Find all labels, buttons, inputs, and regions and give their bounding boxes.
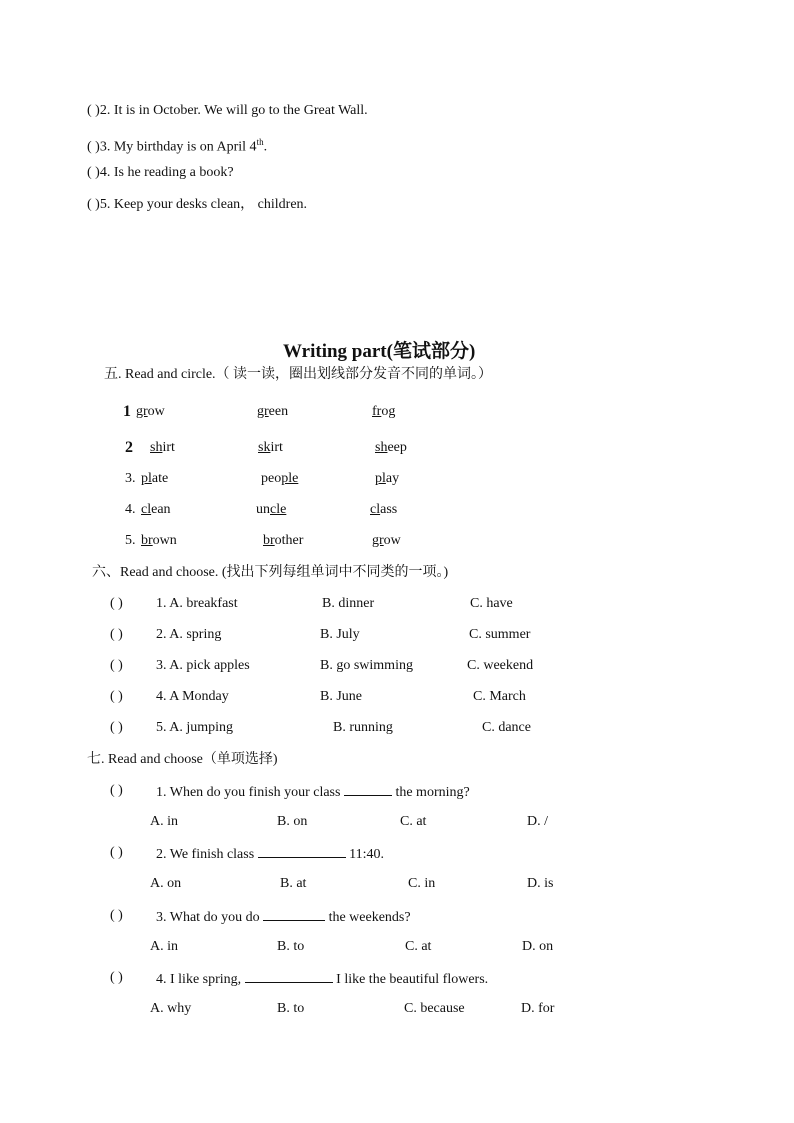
answer-parens: ( )	[110, 845, 123, 860]
option: C. in	[408, 876, 436, 891]
question-post: 11:40.	[345, 847, 385, 862]
row-number: 4.	[125, 502, 136, 517]
underlined-letters: cl	[370, 502, 381, 517]
word	[150, 439, 175, 457]
answer-parens: ( )	[110, 689, 123, 704]
option: C. at	[400, 814, 427, 829]
word	[256, 501, 286, 519]
question-text	[156, 844, 384, 864]
word-part: ow	[147, 404, 165, 419]
word-part: peo	[261, 471, 282, 486]
option-b: B. July	[320, 627, 360, 642]
option: B. on	[277, 814, 308, 829]
word-part: ass	[380, 502, 398, 517]
underlined-letters: sh	[150, 440, 163, 455]
word-part: own	[152, 533, 177, 548]
word-part: ate	[151, 471, 169, 486]
underlined-letters: sh	[375, 440, 388, 455]
option-b: B. go swimming	[320, 658, 413, 673]
word	[370, 501, 397, 519]
option-c: C. dance	[482, 720, 531, 735]
underlined-letters: gr	[257, 404, 269, 419]
option-a: 4. A Monday	[156, 689, 229, 704]
underlined-letters: pl	[141, 471, 152, 486]
option: B. to	[277, 939, 305, 954]
option: A. in	[150, 939, 178, 954]
word-part: irt	[270, 440, 283, 455]
answer-parens: ( )	[110, 908, 123, 923]
option: B. to	[277, 1001, 305, 1016]
underlined-letters: pl	[375, 471, 386, 486]
word-part: eep	[387, 440, 407, 455]
question-item	[87, 133, 267, 157]
word-part: og	[381, 404, 396, 419]
option-c: C. March	[473, 689, 526, 704]
row-number: 1	[123, 403, 131, 420]
question-item	[87, 102, 368, 120]
section7-heading: 七. Read and choose（单项选择)	[87, 752, 278, 767]
question-tail: .	[263, 139, 268, 155]
word-part: een	[268, 404, 289, 419]
underlined-letters: gr	[136, 404, 148, 419]
answer-parens: ( )	[87, 197, 100, 212]
underlined-letters: br	[263, 533, 275, 548]
underlined-letters: cle	[270, 502, 287, 517]
answer-parens: ( )	[87, 165, 100, 180]
option-b: B. June	[320, 689, 362, 704]
option: A. why	[150, 1001, 192, 1016]
section5-heading: 五. Read and circle.（ 读一读，圈出划线部分发音不同的单词。）	[104, 367, 493, 382]
word-part: irt	[162, 440, 175, 455]
answer-blank	[344, 782, 392, 796]
question-text: 4. Is he reading a book?	[99, 165, 234, 180]
option: C. because	[404, 1001, 465, 1016]
word	[141, 470, 168, 488]
word-part: ean	[151, 502, 171, 517]
word	[375, 470, 399, 488]
option-c: C. have	[470, 596, 513, 611]
question-text	[156, 969, 488, 989]
question-text	[156, 782, 470, 802]
word	[258, 439, 283, 457]
option-a: 1. A. breakfast	[156, 596, 238, 611]
option-b: B. running	[333, 720, 393, 735]
word	[141, 501, 171, 519]
answer-parens: ( )	[87, 139, 100, 155]
answer-blank	[263, 907, 325, 921]
answer-parens: ( )	[110, 658, 123, 673]
option: D. /	[527, 814, 548, 829]
section-title: Writing part(笔试部分)	[283, 341, 476, 362]
answer-parens: ( )	[110, 970, 123, 985]
question-post: the morning?	[391, 785, 470, 800]
question-post: the weekends?	[325, 910, 411, 925]
answer-blank	[245, 969, 333, 983]
option-a: 2. A. spring	[156, 627, 222, 642]
underlined-letters: br	[141, 533, 153, 548]
word	[372, 403, 395, 421]
option-b: B. dinner	[322, 596, 375, 611]
underlined-letters: ple	[281, 471, 299, 486]
option: D. for	[521, 1001, 555, 1016]
underlined-letters: fr	[372, 404, 382, 419]
question-pre: 1. When do you finish your class	[156, 785, 344, 800]
option-c: C. summer	[469, 627, 531, 642]
option: B. at	[280, 876, 307, 891]
word	[375, 439, 407, 457]
underlined-letters: gr	[372, 533, 384, 548]
question-pre: 4. I like spring,	[156, 972, 245, 987]
row-number: 3.	[125, 471, 136, 486]
answer-parens: ( )	[110, 596, 123, 611]
row-number: 5.	[125, 533, 136, 548]
word-part: ow	[383, 533, 401, 548]
answer-parens: ( )	[110, 720, 123, 735]
word-part: ay	[385, 471, 400, 486]
question-item	[87, 164, 234, 182]
question-text	[156, 907, 411, 927]
word	[372, 532, 401, 550]
option-a: 5. A. jumping	[156, 720, 234, 735]
answer-parens: ( )	[87, 103, 100, 118]
option-c: C. weekend	[467, 658, 534, 673]
question-post: I like the beautiful flowers.	[332, 972, 489, 987]
answer-blank	[258, 844, 346, 858]
option: A. in	[150, 814, 178, 829]
word-part: un	[256, 502, 270, 517]
word	[261, 470, 298, 488]
option: D. on	[522, 939, 554, 954]
word	[141, 532, 177, 550]
question-pre: 2. We finish class	[156, 847, 258, 862]
option-a: 3. A. pick apples	[156, 658, 250, 673]
word-part: other	[274, 533, 304, 548]
word	[263, 532, 303, 550]
option: D. is	[527, 876, 554, 891]
answer-parens: ( )	[110, 627, 123, 642]
question-item	[87, 196, 307, 214]
row-number: 2	[125, 439, 133, 456]
underlined-letters: sk	[258, 440, 271, 455]
section6-heading: 六、Read and choose. (找出下列每组单词中不同类的一项。)	[92, 565, 449, 580]
question-text: 2. It is in October. We will go to the Great Wall.	[99, 103, 368, 118]
question-text: 5. Keep your desks clean， children.	[99, 197, 308, 212]
underlined-letters: cl	[141, 502, 152, 517]
superscript: th	[256, 137, 264, 147]
option: A. on	[150, 876, 182, 891]
option: C. at	[405, 939, 432, 954]
word	[136, 403, 165, 421]
word	[257, 403, 288, 421]
question-text: 3. My birthday is on April 4	[99, 139, 257, 155]
answer-parens: ( )	[110, 783, 123, 798]
question-pre: 3. What do you do	[156, 910, 264, 925]
